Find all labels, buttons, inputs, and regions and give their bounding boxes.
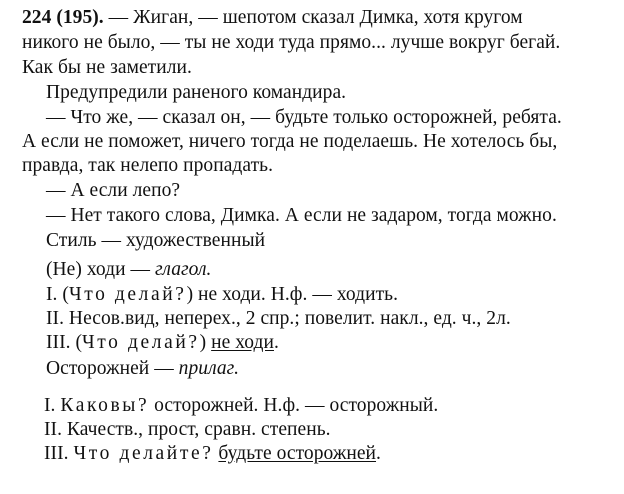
analysis-2-step-2: II. Качеств., прост, сравн. степень. [44, 419, 331, 440]
analysis-2-step-1-question: Каковы? [60, 395, 150, 416]
analysis-2-heading [46, 357, 239, 381]
analysis-1-word: (Не) ходи — [46, 259, 156, 280]
analysis-1-heading [46, 258, 211, 282]
analysis-1-step-1-answer: ) не ходи. Н.ф. — ходить. [186, 284, 399, 305]
analysis-1-step-3-prefix: III. ( [46, 332, 83, 353]
analysis-2-step-3-question: Что делайте? [73, 443, 214, 464]
analysis-1-step-3 [46, 331, 279, 355]
analysis-2-step-1-answer: осторожней. Н.ф. — осторожный. [149, 395, 439, 416]
analysis-1-step-3-end: . [274, 332, 279, 353]
exercise-line-4: Предупредили раненого командира. [46, 82, 347, 103]
exercise-line-2: никого не было, — ты не ходи туда прямо... лучше вокруг бегай. [22, 32, 561, 53]
exercise-line-5: — Что же, — сказал он, — будьте только осторожней, ребята. [46, 107, 562, 128]
analysis-2-step-3-prefix: III. [44, 443, 74, 464]
exercise-line-6: А если не поможет, ничего тогда не поделаешь. Не хотелось бы, [22, 131, 558, 152]
analysis-1-step-1-question: Что делай? [68, 284, 187, 305]
analysis-1-step-3-question: Что делай? [82, 332, 200, 353]
analysis-2-word: Осторожней — [46, 358, 179, 379]
analysis-2-step-1-prefix: I. [44, 395, 61, 416]
analysis-1-step-1 [46, 283, 398, 307]
exercise-line-7: правда, так нелепо пропадать. [22, 155, 274, 176]
style-label: Стиль — художественный [46, 230, 266, 251]
analysis-2-step-1 [44, 394, 438, 418]
exercise-number: 224 (195). [22, 7, 104, 28]
analysis-1-step-3-answer: не ходи [211, 332, 274, 353]
exercise-line-1 [22, 6, 523, 30]
exercise-line-3: Как бы не заметили. [22, 57, 192, 78]
exercise-text: — Жиган, — шепотом сказал Димка, хотя кругом [103, 7, 523, 28]
analysis-2-step-3-answer: будьте осторожней [218, 443, 377, 464]
analysis-1-step-1-prefix: I. ( [46, 284, 69, 305]
analysis-2-step-3-end: . [376, 443, 381, 464]
exercise-line-9: — Нет такого слова, Димка. А если не задаром, тогда можно. [46, 205, 557, 226]
analysis-2-step-3 [44, 442, 381, 466]
analysis-1-step-3-separator: ) [199, 332, 212, 353]
analysis-1-step-2: II. Несов.вид, неперех., 2 спр.; повелит. накл., ед. ч., 2л. [46, 308, 511, 329]
exercise-line-8: — А если лепо? [46, 180, 181, 201]
analysis-2-part-of-speech: прилаг. [178, 358, 239, 379]
analysis-1-part-of-speech: глагол. [155, 259, 212, 280]
